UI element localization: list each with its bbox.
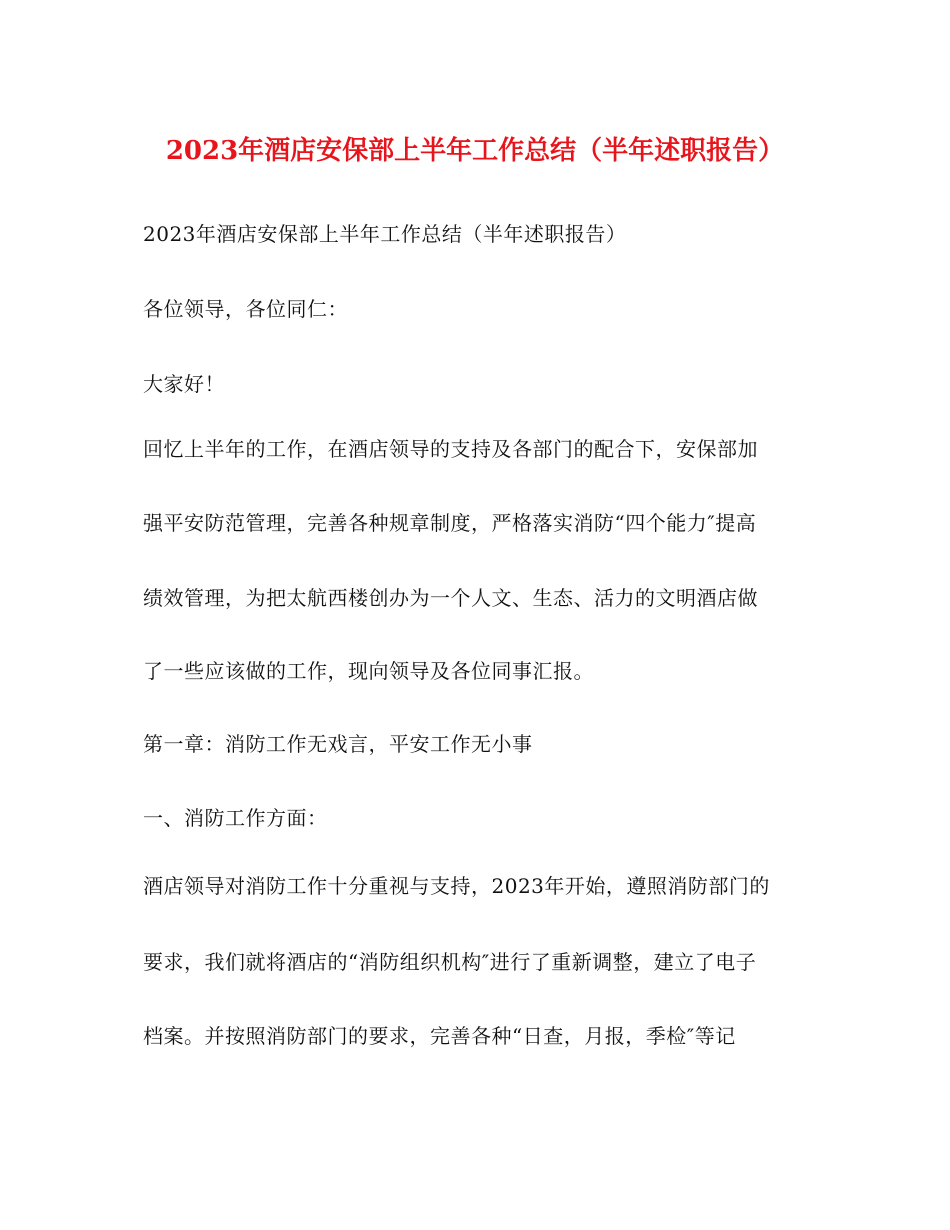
section-heading: 一、消防工作方面：	[143, 806, 328, 830]
paragraph-line: 强平安防范管理，完善各种规章制度，严格落实消防“四个能力″提高	[143, 511, 757, 535]
subtitle-line: 2023年酒店安保部上半年工作总结（半年述职报告）	[143, 222, 627, 246]
paragraph-line: 绩效管理，为把太航西楼创办为一个人文、生态、活力的文明酒店做	[143, 586, 758, 610]
paragraph-line: 档案。并按照消防部门的要求，完善各种“日查，月报，季检″等记	[143, 1024, 736, 1048]
paragraph-line: 回忆上半年的工作，在酒店领导的支持及各部门的配合下，安保部加	[143, 437, 758, 461]
chapter-heading: 第一章：消防工作无戏言，平安工作无小事	[143, 732, 533, 756]
paragraph-line: 酒店领导对消防工作十分重视与支持，2023年开始，遵照消防部门的	[143, 874, 770, 898]
document-title: 2023年酒店安保部上半年工作总结（半年述职报告）	[165, 136, 785, 166]
paragraph-line: 要求，我们就将酒店的“消防组织机构″进行了重新调整，建立了电子	[143, 950, 757, 974]
greeting-line: 大家好！	[143, 372, 225, 396]
paragraph-line: 了一些应该做的工作，现向领导及各位同事汇报。	[143, 659, 594, 683]
salutation-line: 各位领导，各位同仁：	[143, 297, 348, 321]
